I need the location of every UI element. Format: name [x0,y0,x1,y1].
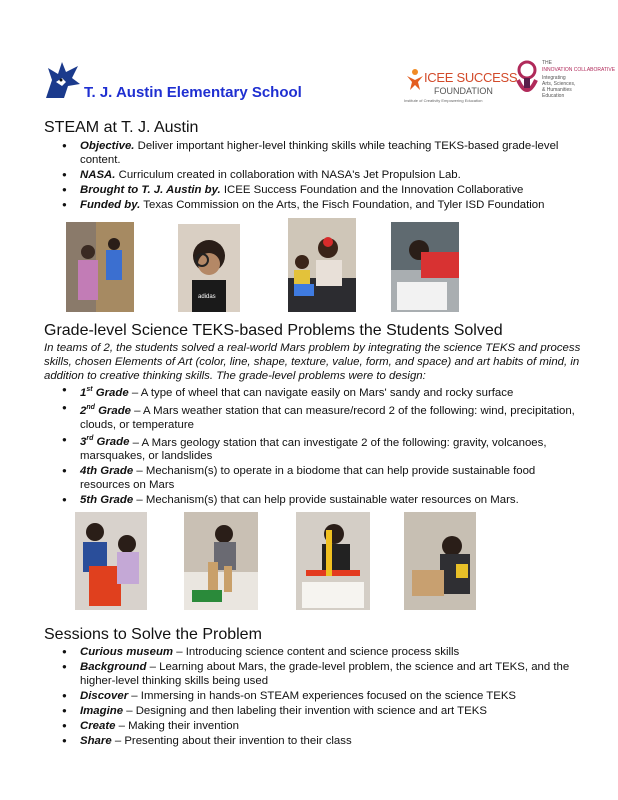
bullet-label: Objective. [80,140,135,152]
session-text: – Designing and then labeling their invention with science and art TEKS [123,705,487,717]
grade-suffix: rd [86,435,94,443]
session-label: Discover [80,690,129,702]
photo-students-at-board [66,222,134,312]
school-name: T. J. Austin Elementary School [84,84,302,101]
icee-figure-icon [406,68,424,90]
grade-label: Grade [93,436,130,449]
list-item [44,198,584,212]
grade-number: 1 [80,386,87,399]
grade-text: – Mechanism(s) that can help provide sustainable water resources on Mars. [133,494,519,507]
list-item [44,689,584,703]
innovation-collaborative-logo [514,58,616,104]
session-text: – Immersing in hands-on STEAM experiences focused on the science TEKS [128,690,517,702]
list-item [44,139,584,167]
session-label: Background [80,661,147,673]
icee-title: ICEE SUCCESS [424,70,518,85]
session-text: – Making their invention [115,720,239,732]
grade-label: Grade [94,404,131,417]
grade-number: 4th [80,465,98,478]
photo-student-geology-station [296,512,370,610]
photo-student-weather-station [184,512,258,610]
session-label: Curious museum [80,646,174,658]
session-text: – Presenting about their invention to their class [111,735,352,747]
steam-section-title: STEAM at T. J. Austin [44,119,199,136]
list-item [44,464,584,492]
ic-line-2: INNOVATION COLLABORATIVE [542,67,616,73]
bullet-text: Texas Commission on the Arts, the Fisch Foundation, and Tyler ISD Foundation [140,199,545,211]
list-item [44,433,584,464]
photo-student-drawing [391,222,459,312]
list-item [44,493,584,507]
grade-suffix: nd [86,403,95,411]
photo-students-biodome [404,512,476,610]
svg-text:adidas: adidas [198,294,216,300]
grade-number: 3 [80,436,87,449]
grade-text: – Mechanism(s) to operate in a biodome that can help provide sustainable food resources on Mars [80,465,536,492]
photo-students-building-wheel [75,512,147,610]
session-label: Create [80,720,116,732]
grade-label: Grade [97,465,134,478]
ic-line-6: Education [542,93,565,99]
session-text: – Introducing science content and science process skills [173,646,460,658]
icee-subtitle: FOUNDATION [434,86,493,96]
bullet-text: ICEE Success Foundation and the Innovation Collaborative [220,184,524,196]
session-text: – Learning about Mars, the grade-level problem, the science and art TEKS, and the higher-level thinking skills being used [80,661,570,687]
problems-section-title: Grade-level Science TEKS-based Problems the Students Solved [44,322,503,339]
photo-students-at-table [288,218,356,312]
sessions-list [44,645,584,749]
icee-success-foundation-logo [404,62,518,104]
grade-text: – A Mars weather station that can measure/record 2 of the following: wind, precipitation, clouds, or temperature [80,404,575,431]
ic-line-3: Integrating [542,75,566,81]
session-label: Imagine [80,705,124,717]
grade-problem-list [44,383,584,508]
list-item [44,704,584,718]
ic-line-4: Arts, Sciences, [542,81,576,87]
steam-bullet-list [44,139,584,213]
bullet-label: Brought to T. J. Austin by. [80,184,221,196]
wolf-mascot-logo [44,60,82,100]
grade-number: 2 [80,404,87,417]
grade-number: 5th [80,494,98,507]
list-item [44,719,584,733]
photo-student-magnifier [178,224,240,312]
grade-text: – A Mars geology station that can investigate 2 of the following: gravity, volcanoes, marsquakes, or landslides [80,436,547,463]
grade-text: – A type of wheel that can navigate easily on Mars' sandy and rocky surface [128,386,514,399]
grade-suffix: st [86,386,93,393]
ic-line-5: & Humanities [542,87,572,93]
icee-tagline: Institute of Creativity Empowering Education [404,98,483,103]
bullet-text: Deliver important higher-level thinking skills while teaching TEKS-based grade-level content. [80,140,559,166]
innovation-collaborative-mark-icon [514,60,540,100]
list-item [44,734,584,748]
list-item [44,383,584,400]
problems-intro: In teams of 2, the students solved a real-world Mars problem by integrating the science TEKS and process skills, chosen Elements of Art (color, line, shape, texture, value, form, and space) and art habits of mind, in addition to creative thinking skills. The grade-level problems were to design: [44,342,581,382]
list-item [44,168,584,182]
list-item [44,401,584,432]
grade-label: Grade [92,386,129,399]
sessions-section-title: Sessions to Solve the Problem [44,626,262,643]
page-header [44,58,616,106]
bullet-text: Curriculum created in collaboration with NASA's Jet Propulsion Lab. [115,169,461,181]
bullet-label: Funded by. [80,199,141,211]
bullet-label: NASA. [80,169,116,181]
session-label: Share [80,735,112,747]
grade-label: Grade [97,494,134,507]
ic-line-1: THE [542,60,552,66]
list-item [44,183,584,197]
list-item [44,660,584,688]
list-item [44,645,584,659]
